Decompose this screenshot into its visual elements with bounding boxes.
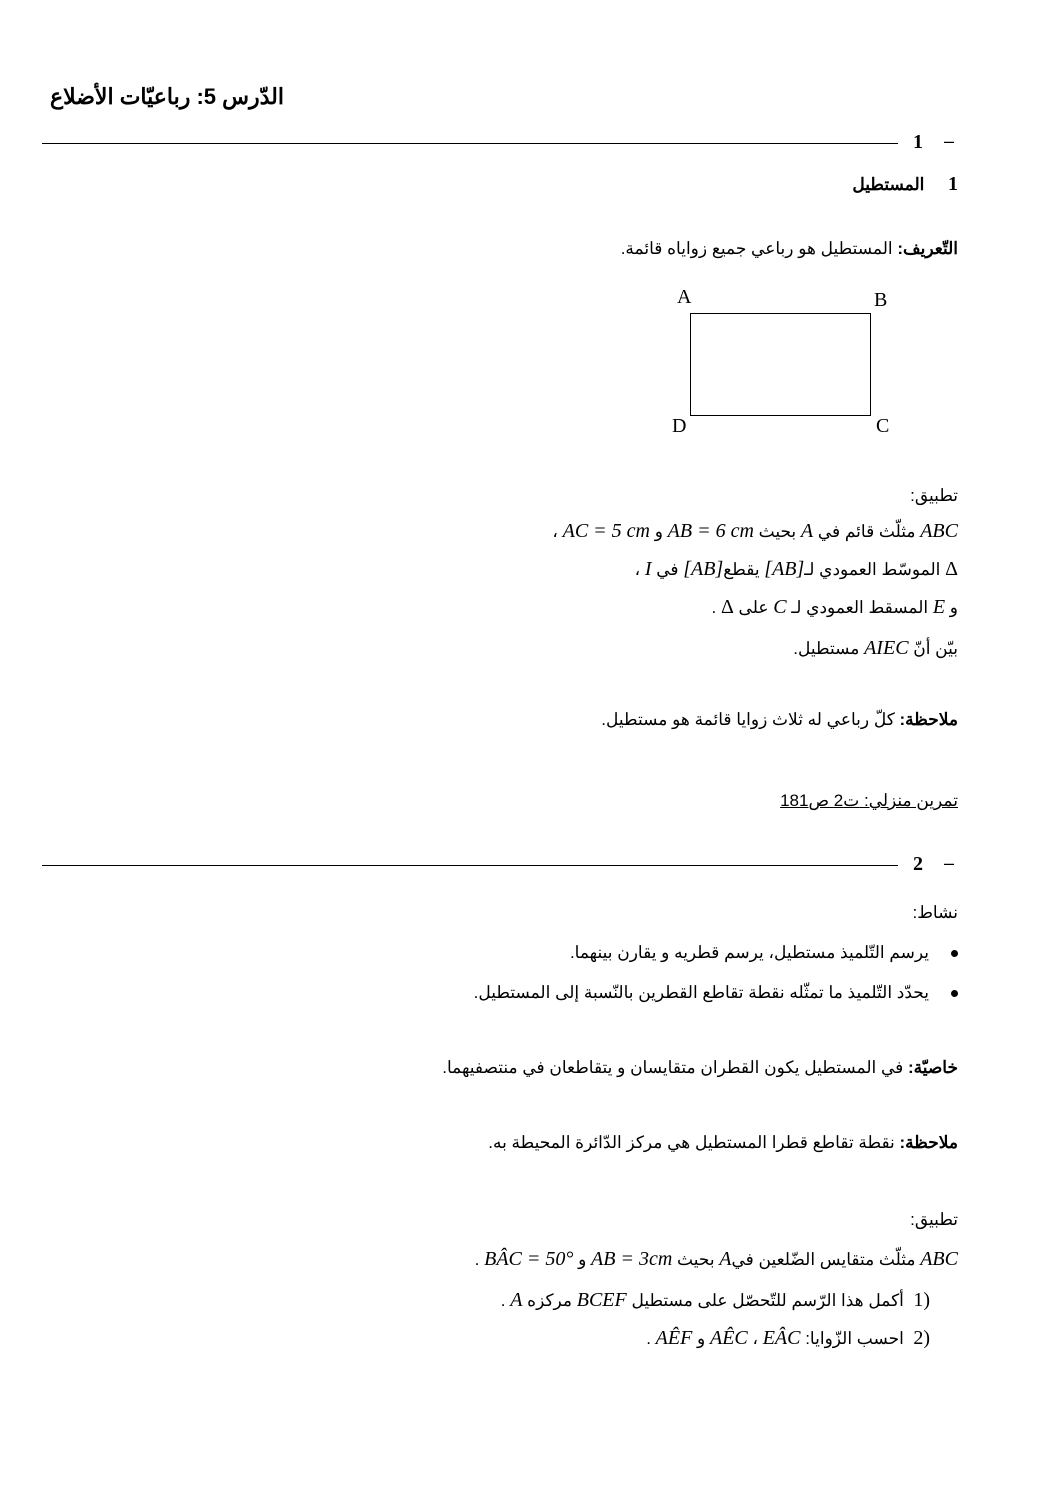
bullet-text: يحدّد التّلميذ ما تمثّله نقطة تقاطع القطرين بالنّسبة إلى المستطيل. — [473, 983, 929, 1002]
bullet-icon — [951, 990, 958, 997]
definition — [621, 239, 958, 259]
text: يقطع — [723, 560, 765, 579]
subsection-number: 1 — [948, 173, 958, 195]
math: [AB] — [683, 558, 724, 580]
vertex-label-c: C — [876, 415, 890, 437]
math: A — [800, 520, 814, 542]
application-1-line — [712, 596, 959, 619]
rectangle-figure — [690, 313, 871, 416]
text: و — [692, 1329, 710, 1348]
property — [442, 1058, 958, 1078]
note-text: كلّ رباعي له ثلاث زوايا قائمة هو مستطيل. — [601, 710, 900, 729]
delta-symbol: Δ — [945, 558, 958, 580]
text: بيّن أنّ — [908, 639, 958, 658]
text: . — [646, 1329, 656, 1348]
application-1-label: تطبيق: — [910, 486, 958, 505]
property-label: خاصيّة: — [907, 1058, 958, 1077]
math: BCEF — [576, 1289, 627, 1311]
bullet-text: يرسم التّلميذ مستطيل، يرسم قطريه و يقارن بينهما. — [569, 943, 929, 962]
text: . — [711, 598, 721, 617]
lesson-title: الدّرس 5: رباعيّات الأضلاع — [50, 84, 284, 109]
math: AIEC — [864, 637, 909, 659]
vertex-label-a: A — [677, 286, 692, 308]
section-dash: – — [944, 853, 955, 873]
definition-label: التّعريف: — [897, 239, 958, 258]
text: بحيث — [753, 522, 801, 541]
text: مثلّث قائم في — [813, 522, 921, 541]
math: A — [510, 1289, 523, 1311]
math: AB = 3cm — [591, 1248, 673, 1270]
math: C — [773, 596, 787, 618]
section-divider — [42, 143, 898, 144]
note-2 — [488, 1133, 958, 1153]
math: AC = 5 cm — [562, 520, 650, 542]
text: و — [573, 1250, 592, 1269]
section-number: 1 — [913, 131, 923, 153]
property-text: في المستطيل يكون القطران متقايسان و يتقاطعان في منتصفيهما. — [442, 1058, 908, 1077]
math: [AB] — [764, 558, 805, 580]
application-2-item — [501, 1289, 930, 1312]
bullet-icon — [951, 950, 958, 957]
math: ABC — [920, 1248, 958, 1270]
text: ، — [747, 1329, 763, 1348]
math: A — [719, 1248, 732, 1270]
delta-symbol: Δ — [720, 596, 734, 618]
subsection-heading — [852, 173, 958, 196]
section-number: 2 — [913, 853, 923, 875]
math: EÂC — [762, 1327, 801, 1349]
text: بحيث — [672, 1250, 720, 1269]
subsection-title: المستطيل — [852, 175, 925, 194]
application-2-intro — [475, 1248, 958, 1271]
text: احسب الزّوايا: — [800, 1329, 914, 1348]
note-text: نقطة تقاطع قطرا المستطيل هي مركز الدّائرة المحيطة به. — [488, 1133, 900, 1152]
math: AÊC — [709, 1327, 748, 1349]
text: . — [500, 1291, 511, 1310]
item-number: 2) — [913, 1327, 930, 1349]
item-number: 1) — [913, 1289, 930, 1311]
homework-text: ت2 ص181 — [780, 791, 860, 810]
text: أكمل هذا الرّسم للتّحصّل على مستطيل — [626, 1291, 914, 1310]
vertex-label-d: D — [672, 415, 687, 437]
note-label: ملاحظة: — [899, 1133, 958, 1152]
activity-label: نشاط: — [912, 903, 958, 922]
text: المسقط العمودي لـ — [786, 598, 933, 617]
application-2-item — [646, 1327, 930, 1350]
text: . — [474, 1250, 485, 1269]
application-1-line — [793, 637, 958, 660]
vertex-label-b: B — [874, 289, 888, 311]
section-divider — [42, 865, 898, 866]
definition-text: المستطيل هو رباعي جميع زواياه قائمة. — [620, 239, 898, 258]
math: BÂC = 50° — [484, 1248, 574, 1270]
text: في — [651, 560, 684, 579]
activity-bullet — [570, 943, 958, 963]
text: ، — [634, 560, 645, 579]
application-1-line — [635, 558, 958, 581]
math: AÊF — [655, 1327, 693, 1349]
text: الموسّط العمودي لـ — [804, 560, 946, 579]
note-1 — [601, 710, 958, 730]
section-dash: – — [944, 131, 955, 151]
text: مثلّث متقايس الضّلعين في — [731, 1250, 921, 1269]
note-label: ملاحظة: — [899, 710, 958, 729]
activity-bullet — [474, 983, 958, 1003]
text: و — [650, 522, 668, 541]
math: E — [932, 596, 946, 618]
homework — [780, 791, 958, 811]
text: و — [945, 598, 958, 617]
text: على — [733, 598, 774, 617]
math: ABC — [920, 520, 958, 542]
text: ، — [552, 522, 563, 541]
text: مركزه — [522, 1291, 577, 1310]
application-2-label: تطبيق: — [910, 1210, 958, 1229]
math: AB = 6 cm — [667, 520, 754, 542]
homework-label: تمرين منزلي: — [863, 791, 958, 810]
math: I — [644, 558, 652, 580]
application-1-line — [552, 520, 958, 543]
text: مستطيل. — [793, 639, 865, 658]
